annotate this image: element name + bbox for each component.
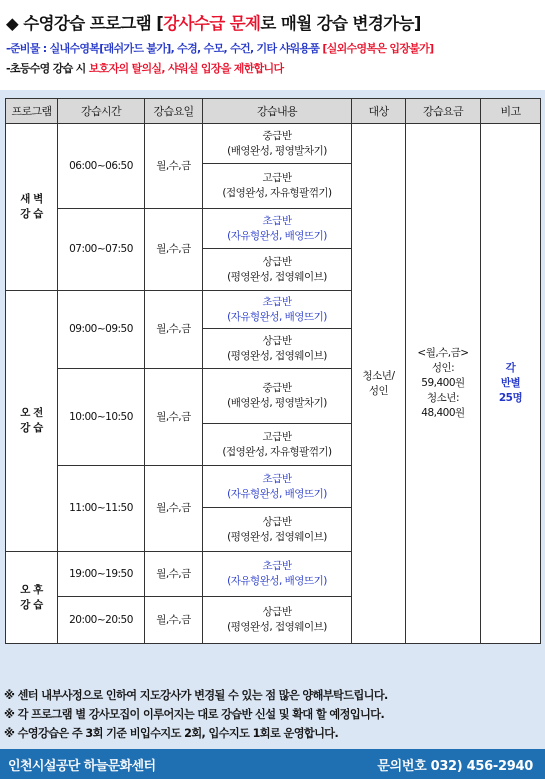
days-cell: 월,수,금 (145, 291, 203, 369)
course-cell: 초급반 (자유형완성, 배영뜨기) (203, 466, 352, 508)
col-header-note: 비고 (481, 99, 541, 124)
course-cell: 초급반 (자유형완성, 배영뜨기) (203, 291, 352, 329)
days-cell: 월,수,금 (145, 209, 203, 291)
time-cell: 20:00~20:50 (58, 597, 145, 644)
supplies-text: -준비물 : 실내수영복[래쉬가드 불가], 수경, 수모, 수건, 기타 샤워용품 (6, 42, 323, 55)
time-cell: 19:00~19:50 (58, 552, 145, 597)
time-cell: 07:00~07:50 (58, 209, 145, 291)
target-cell: 청소년/ 성인 (352, 124, 406, 644)
course-cell: 상급반 (평영완성, 접영웨이브) (203, 249, 352, 291)
course-cell: 초급반 (자유형완성, 배영뜨기) (203, 209, 352, 249)
title-suffix: 로 매월 강습 변경가능] (260, 14, 421, 33)
course-cell: 초급반 (자유형완성, 배영뜨기) (203, 552, 352, 597)
capacity-note-cell: 각 반별 25명 (481, 124, 541, 644)
col-header-days: 강습요일 (145, 99, 203, 124)
days-cell: 월,수,금 (145, 124, 203, 209)
contact-phone: 문의번호 032) 456-2940 (377, 759, 533, 774)
supplies-line (6, 40, 433, 56)
course-cell: 고급반 (접영완성, 자유형팔꺾기) (203, 164, 352, 209)
course-cell: 상급반 (평영완성, 접영웨이브) (203, 329, 352, 369)
time-cell: 10:00~10:50 (58, 369, 145, 466)
table-row (6, 124, 541, 164)
notice-item: ※ 수영강습은 주 3회 기준 비입수지도 2회, 입수지도 1회로 운영합니다. (4, 727, 339, 740)
course-cell: 중급반 (배영완성, 평영발차기) (203, 124, 352, 164)
notices (4, 686, 542, 743)
schedule-table (5, 98, 541, 644)
col-header-fee: 강습요금 (406, 99, 481, 124)
supplies-warning: [실외수영복은 입장불가] (322, 42, 434, 55)
page-title (6, 10, 421, 34)
days-cell: 월,수,금 (145, 597, 203, 644)
footer-bar (0, 749, 545, 779)
title-prefix: ◆ 수영강습 프로그램 [ (6, 14, 164, 33)
table-header-row (6, 99, 541, 124)
title-highlight: 강사수급 문제 (163, 14, 261, 33)
page-header (0, 0, 545, 90)
fee-days: <월,수,금> (417, 347, 469, 359)
time-cell: 11:00~11:50 (58, 466, 145, 552)
col-header-program: 프로그램 (6, 99, 58, 124)
fee-adult-price: 59,400원 (421, 377, 465, 389)
guardian-notice-highlight: 보호자의 탈의실, 샤워실 입장을 제한합니다 (88, 62, 284, 75)
days-cell: 월,수,금 (145, 552, 203, 597)
notice-item: ※ 센터 내부사정으로 인하여 지도강사가 변경될 수 있는 점 많은 양해부탁드립니다. (4, 689, 388, 702)
days-cell: 월,수,금 (145, 466, 203, 552)
time-cell: 06:00~06:50 (58, 124, 145, 209)
guardian-notice-prefix: -초등수영 강습 시 (6, 62, 89, 75)
days-cell: 월,수,금 (145, 369, 203, 466)
fee-youth-price: 48,400원 (421, 407, 465, 419)
time-cell: 09:00~09:50 (58, 291, 145, 369)
program-afternoon: 오 후 강 습 (6, 552, 58, 644)
course-cell: 상급반 (평영완성, 접영웨이브) (203, 597, 352, 644)
fee-adult-label: 성인: (431, 362, 455, 374)
col-header-target: 대상 (352, 99, 406, 124)
course-cell: 고급반 (접영완성, 자유형팔꺾기) (203, 424, 352, 466)
col-header-time: 강습시간 (58, 99, 145, 124)
col-header-content: 강습내용 (203, 99, 352, 124)
notice-item: ※ 각 프로그램 별 강사모집이 이루어지는 대로 강습반 신설 및 확대 할 예정입니다. (4, 708, 385, 721)
course-cell: 중급반 (배영완성, 평영발차기) (203, 369, 352, 424)
guardian-notice-line (6, 60, 283, 76)
program-morning: 오 전 강 습 (6, 291, 58, 552)
program-dawn: 새 벽 강 습 (6, 124, 58, 291)
fee-cell (406, 124, 481, 644)
course-cell: 상급반 (평영완성, 접영웨이브) (203, 508, 352, 552)
fee-youth-label: 청소년: (427, 392, 459, 404)
organization-name: 인천시설공단 하늘문화센터 (8, 759, 156, 774)
